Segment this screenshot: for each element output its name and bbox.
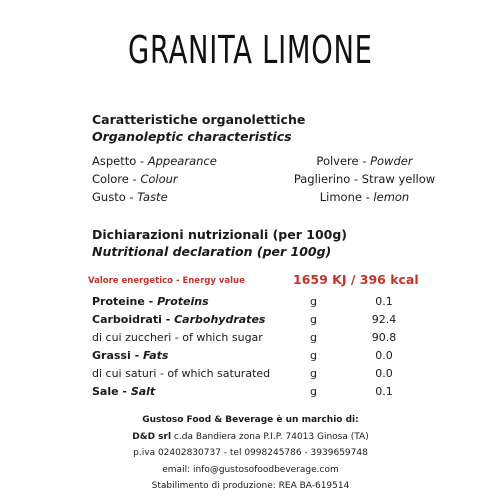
nutrient-value: 0.0 xyxy=(375,367,393,380)
organoleptic-value: Paglierino - Straw yellow xyxy=(293,172,436,186)
nutrient-unit: g xyxy=(310,295,317,308)
nutrient-value: 90.8 xyxy=(371,331,397,344)
vat-phone: p.iva 02402830737 - tel 0998245786 - 3939659748 xyxy=(133,448,368,458)
nutrient-name: di cui zuccheri - of which sugar xyxy=(92,331,263,344)
organoleptic-row-taste xyxy=(92,190,442,206)
organoleptic-heading xyxy=(92,111,472,145)
nutrient-unit: g xyxy=(310,385,317,398)
product-title: GRANITA LIMONE xyxy=(128,28,373,72)
nutrient-name: di cui saturi - of which saturated xyxy=(92,367,271,380)
organoleptic-label: Gusto - Taste xyxy=(92,190,168,204)
nutrient-unit: g xyxy=(310,313,317,326)
nutrient-unit: g xyxy=(310,349,317,362)
nutrition-row-saturated xyxy=(92,367,472,384)
nutrition-heading-it: Dichiarazioni nutrizionali (per 100g) xyxy=(92,227,348,242)
nutrient-unit: g xyxy=(310,367,317,380)
nutrient-value: 0.1 xyxy=(375,385,393,398)
nutrition-row-fats xyxy=(92,349,472,366)
company-name: D&D srl xyxy=(132,431,172,442)
nutrient-value: 0.0 xyxy=(375,349,393,362)
email-line: email: info@gustosofoodbeverage.com xyxy=(162,464,339,475)
organoleptic-row-colour xyxy=(92,172,442,188)
nutrition-heading-en: Nutritional declaration (per 100g) xyxy=(92,244,332,259)
organoleptic-label: Aspetto - Appearance xyxy=(92,154,217,168)
brand-line: Gustoso Food & Beverage è un marchio di: xyxy=(142,415,359,425)
organoleptic-heading-it: Caratteristiche organolettiche xyxy=(92,112,306,127)
company-address: D&D srl c.da Bandiera zona P.I.P. 74013 Ginosa (TA) xyxy=(132,431,369,442)
nutrient-value: 0.1 xyxy=(375,295,393,308)
energy-value: 1659 KJ / 396 kcal xyxy=(293,272,419,287)
nutrient-unit: g xyxy=(310,331,317,344)
nutrient-name: Sale - Salt xyxy=(92,385,156,398)
nutrition-row-sugars xyxy=(92,331,472,348)
organoleptic-heading-en: Organoleptic characteristics xyxy=(92,129,292,144)
company-footer xyxy=(0,412,501,495)
nutrition-row-carbohydrates xyxy=(92,313,472,330)
energy-label: Valore energetico - Energy value xyxy=(88,276,245,286)
nutrient-name: Proteine - Proteins xyxy=(92,295,209,308)
nutrition-heading xyxy=(92,226,472,260)
organoleptic-row-appearance xyxy=(92,154,442,170)
organoleptic-value: Polvere - Powder xyxy=(316,154,413,168)
organoleptic-label: Colore - Colour xyxy=(92,172,178,186)
nutrition-row-proteins xyxy=(92,295,472,312)
organoleptic-value: Limone - lemon xyxy=(319,190,410,204)
nutrition-row-salt xyxy=(92,385,472,402)
production-plant: Stabilimento di produzione: REA BA-619514 xyxy=(151,481,350,491)
nutrient-name: Grassi - Fats xyxy=(92,349,169,362)
nutrient-name: Carboidrati - Carbohydrates xyxy=(92,313,266,326)
nutrient-value: 92.4 xyxy=(371,313,397,326)
